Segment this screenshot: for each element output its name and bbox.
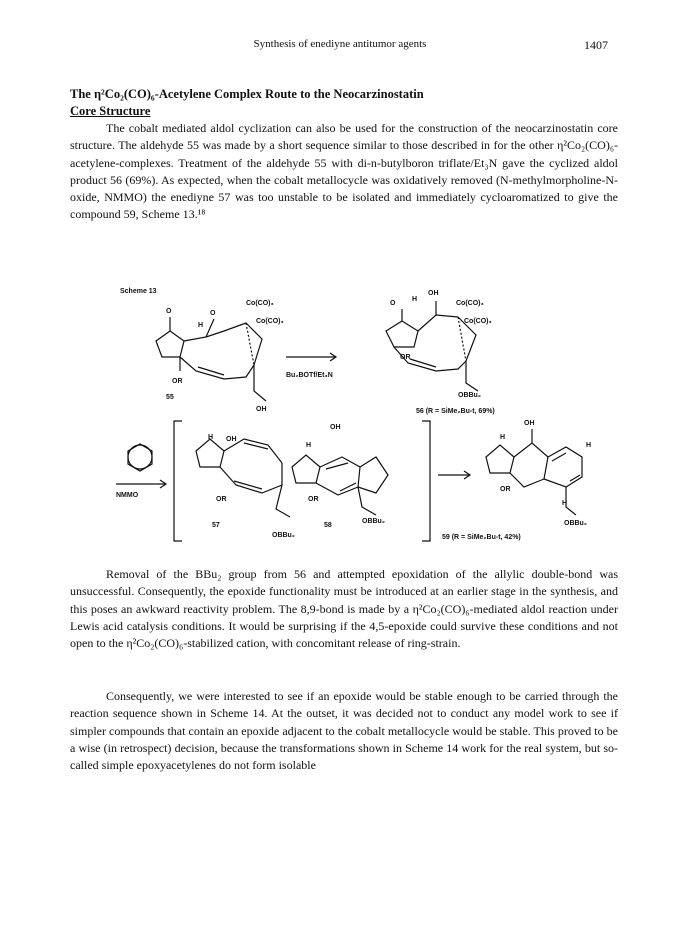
or-label-57: OR	[216, 496, 227, 503]
page-number: 1407	[584, 38, 608, 52]
paragraph-2-text: Removal of the BBu₂ group from 56 and attempted epoxidation of the allylic double-bond was unsuccessful. Consequently, the epoxide functionality must be introduced at an earlier stage in the synthesis, and this poses an awkward reactivity problem. The 8,9-bond is made by a η²Co₂(CO)₆-mediated aldol reaction under Lewis acid catalysis conditions. It would be surprising if the 4,5-epoxide could survive these conditions and not open to the η²Co₂(CO)₆-stabilized cation, with concomitant release of ring-strain.	[70, 567, 618, 651]
compound-57-label: 57	[212, 522, 220, 529]
h-label-55: H	[198, 322, 204, 329]
aldehyde-o-label-1: O	[166, 308, 172, 315]
obbu2-label-57: OBBu₂	[272, 532, 295, 539]
section-title-line2: Core Structure	[70, 104, 151, 118]
paragraph-1-text: The cobalt mediated aldol cyclization can also be used for the construction of the neocarzinostatin core structure. The aldehyde 55 was made by a short sequence similar to those described in for the other η²Co₂(CO)₆-acetylene-complexes. Treatment of the aldehyde 55 with di-n-butylboron triflate/Et₃N gave the cyclized aldol product 56 (69%). As expected, when the cobalt metallocycle was oxidatively removed (N-methylmorpholine-N-oxide, NMMO) the enediyne 57 was too unstable to be isolated and immediately cycloaromatized to give the compound 59, Scheme 13.¹⁸	[70, 121, 618, 222]
paragraph-3-text: Consequently, we were interested to see if an epoxide would be stable enough to be carried through the reaction sequence shown in Scheme 14. At the outset, it was decided not to conduct any model work to see if simpler compounds that contain an epoxide adjacent to the cobalt metallocycle would be stable. This proved to be a wise (in retrospect) decision, because the transformations shown in Scheme 14 work for the real system, but so-called simple epoxyacetylenes do not form isolable	[70, 689, 618, 773]
obbu2-label-58: OBBu₂	[362, 518, 385, 525]
co-label-1: Co(CO)₃	[246, 300, 274, 307]
compound-55-label: 55	[166, 394, 174, 401]
page-header	[0, 38, 680, 54]
h-label-57: H	[208, 434, 214, 441]
or-label-58: OR	[308, 496, 319, 503]
paragraph-3	[70, 688, 618, 774]
compound-59-label: 59 (R = SiMe₂Bu-t, 42%)	[442, 534, 521, 541]
reagent-nmmo: NMMO	[116, 492, 139, 499]
h-label-59a: H	[500, 434, 506, 441]
running-title: Synthesis of enediyne antitumor agents	[253, 38, 427, 50]
oh-label-55: OH	[256, 406, 267, 413]
or-label-56: OR	[400, 354, 411, 361]
aldehyde-o-label-2: O	[210, 310, 216, 317]
compound-56-label: 56 (R = SiMe₂Bu-t, 69%)	[416, 408, 495, 415]
h-label-56: H	[412, 296, 418, 303]
h-label-59c: H	[562, 500, 568, 507]
co-label-2: Co(CO)₃	[256, 318, 284, 325]
section-heading	[70, 86, 610, 120]
oh-label-57: OH	[226, 436, 237, 443]
oh-label-59: OH	[524, 420, 535, 427]
co-label-3: Co(CO)₃	[456, 300, 484, 307]
co-label-4: Co(CO)₃	[464, 318, 492, 325]
oh-label-58: OH	[330, 424, 341, 431]
reagent-bu2botf: Bu₂BOTf/Et₃N	[286, 372, 333, 379]
or-label-55: OR	[172, 378, 183, 385]
compound-58-label: 58	[324, 522, 332, 529]
obbu2-label-56: OBBu₂	[458, 392, 481, 399]
paragraph-1	[70, 120, 618, 224]
paragraph-2	[70, 566, 618, 652]
o-label-56: O	[390, 300, 396, 307]
oh-label-56: OH	[428, 290, 439, 297]
section-title-line1: The η²Co₂(CO)₆-Acetylene Complex Route to the Neocarzinostatin	[70, 87, 424, 101]
scheme-13-figure	[86, 279, 606, 549]
or-label-59: OR	[500, 486, 511, 493]
obbu2-label-59: OBBu₂	[564, 520, 587, 527]
scheme-13-drawing	[86, 279, 606, 549]
scheme-title: Scheme 13	[120, 288, 157, 295]
h-label-59b: H	[586, 442, 592, 449]
h-label-58: H	[306, 442, 312, 449]
